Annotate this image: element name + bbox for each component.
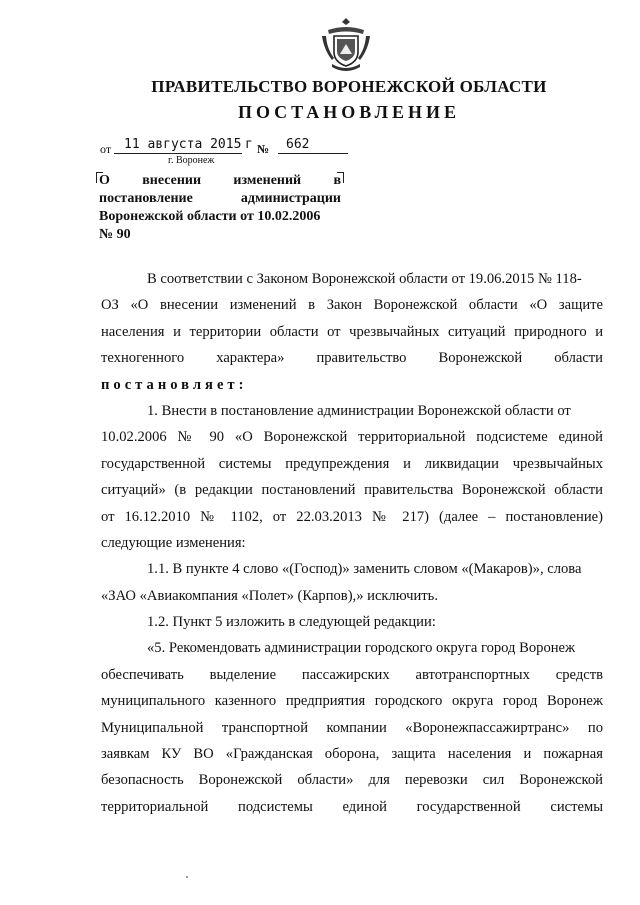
body-line: от 16.12.2010 № 1102, от 22.03.2013 № 217) (далее – постановление): [101, 508, 603, 525]
document-body: [101, 266, 603, 820]
body-line: техногенного характера» правительство Воронежской области: [101, 350, 603, 367]
body-line: безопасность Воронежской области» для перевозки сил Воронежской: [101, 772, 603, 789]
body-line: 1.2. Пункт 5 изложить в следующей редакции:: [147, 614, 436, 631]
body-line: территориальной подсистемы единой государственной системы: [101, 798, 603, 815]
body-line: муниципального казенного предприятия городского округа город Воронеж: [101, 693, 603, 710]
date-prefix-label: от: [100, 142, 112, 156]
subject-line: постановление администрации: [99, 191, 341, 206]
subject-line: О внесении изменений в: [99, 173, 342, 188]
date-number-line: [100, 137, 360, 155]
body-line: обеспечивать выделение пассажирских автотранспортных средств: [101, 666, 603, 683]
subject-line: Воронежской области от 10.02.2006: [99, 209, 321, 224]
body-line: Муниципальной транспортной компании «Воронежпассажиртранс» по: [101, 719, 603, 736]
document-type-title: ПОСТАНОВЛЕНИЕ: [237, 102, 461, 122]
government-title: ПРАВИТЕЛЬСТВО ВОРОНЕЖСКОЙ ОБЛАСТИ: [151, 77, 547, 96]
year-suffix: г: [245, 137, 253, 152]
number-underline: [278, 153, 348, 154]
number-label: №: [257, 142, 270, 156]
subject-line: № 90: [99, 227, 131, 242]
document-number: 662: [286, 137, 310, 152]
body-line: В соответствии с Законом Воронежской области от 19.06.2015 № 118-: [147, 271, 582, 287]
body-line: «5. Рекомендовать администрации городского округа город Воронеж: [147, 640, 576, 657]
coat-of-arms-icon: [318, 16, 374, 74]
body-line: заявкам КУ ВО «Гражданская оборона, защита населения и пожарная: [101, 746, 603, 763]
body-line: ОЗ «О внесении изменений в Закон Воронежской области «О защите: [101, 297, 603, 314]
body-line: 10.02.2006 № 90 «О Воронежской территориальной подсистеме единой: [101, 429, 603, 446]
city-label: г. Воронеж: [168, 155, 215, 166]
body-line: следующие изменения:: [101, 534, 246, 551]
decree-keyword: постановляет:: [101, 376, 248, 393]
body-line: ситуаций» (в редакции постановлений правительства Воронежской области: [101, 482, 603, 499]
body-line: «ЗАО «Авиакомпания «Полет» (Карпов),» исключить.: [101, 587, 438, 604]
body-line: государственной системы предупреждения и ликвидации чрезвычайных: [101, 455, 603, 472]
scan-speck: [186, 876, 188, 878]
document-subject: [99, 172, 341, 244]
document-date: 11 августа 2015: [124, 137, 242, 152]
date-underline: [114, 153, 242, 154]
body-line: населения и территории области от чрезвычайных ситуаций природного и: [101, 323, 603, 340]
body-line: 1.1. В пункте 4 слово «(Господ)» заменить словом «(Макаров)», слова: [147, 561, 582, 578]
body-line: 1. Внести в постановление администрации Воронежской области от: [147, 402, 571, 419]
